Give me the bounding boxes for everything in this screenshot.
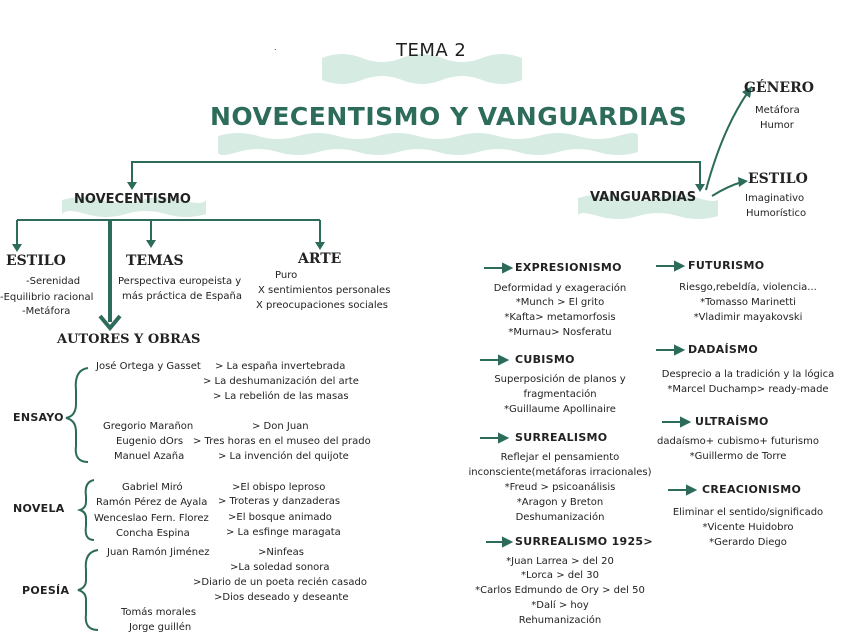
movement-item: Desprecio a la tradición y la lógica — [661, 369, 835, 380]
vang-estilo-item: Imaginativo — [745, 193, 805, 204]
title-wave-band — [218, 133, 638, 155]
movement-surrealismo-1925: SURREALISMO 1925> — [515, 535, 653, 548]
arte-item: Puro — [275, 270, 298, 281]
vang-estilo-item: Humorístico — [746, 208, 807, 219]
author: Eugenio dOrs — [116, 436, 184, 447]
movement-item: *Juan Larrea > del 20 — [506, 556, 614, 567]
movement-item: Superposición de planos y — [494, 374, 626, 385]
novela-label: NOVELA — [13, 502, 65, 515]
arte-item: X preocupaciones sociales — [256, 300, 388, 311]
work: > La rebelión de las masas — [213, 391, 349, 402]
page-title: NOVECENTISMO Y VANGUARDIAS — [210, 102, 688, 131]
work: >Dios deseado y deseante — [214, 592, 349, 603]
work: > La esfinge maragata — [226, 527, 341, 538]
movement-item: *Gerardo Diego — [709, 537, 787, 548]
movement-item: Eliminar el sentido/significado — [672, 507, 824, 518]
estilo-item: -Equilibrio racional — [0, 292, 94, 303]
movement-item: *Munch > El grito — [515, 297, 605, 308]
author: Wenceslao Fern. Florez — [94, 513, 209, 524]
poesia-label: POESÍA — [22, 584, 70, 597]
work: > La españa invertebrada — [215, 361, 346, 372]
movement-expresionismo: EXPRESIONISMO — [515, 261, 622, 274]
work: > Troteras y danzaderas — [218, 496, 341, 507]
movement-item: Deformidad y exageración — [493, 283, 627, 294]
movement-item: fragmentación — [523, 389, 597, 400]
author: José Ortega y Gasset — [96, 361, 201, 372]
ensayo-brace — [66, 368, 88, 462]
movement-item: *Aragon y Breton — [516, 497, 604, 508]
work: > Don Juan — [252, 421, 309, 432]
movement-item: Riesgo,rebeldía, violencia... — [679, 282, 817, 293]
work: >El bosque animado — [228, 512, 332, 523]
movement-item: *Vladimir mayakovski — [693, 312, 803, 323]
genero-item: Humor — [760, 120, 794, 131]
movement-creacionismo: CREACIONISMO — [702, 483, 802, 496]
movement-cubismo: CUBISMO — [515, 353, 575, 366]
movement-item: dadaísmo+ cubismo+ futurismo — [656, 436, 820, 447]
movement-item: *Freud > psicoanálisis — [504, 482, 616, 493]
movement-item: *Lorca > del 30 — [521, 570, 599, 581]
author: Gabriel Miró — [122, 482, 183, 493]
movement-dadaismo: DADAÍSMO — [688, 343, 759, 356]
work: >Diario de un poeta recién casado — [193, 577, 367, 588]
author: Gregorio Marañon — [103, 421, 194, 432]
author: Jorge guillén — [129, 622, 192, 633]
movement-surrealismo: SURREALISMO — [515, 431, 608, 444]
movement-item: *Guillermo de Torre — [689, 451, 787, 462]
author: Manuel Azaña — [114, 451, 185, 462]
vanguardias-estilo-title: ESTILO — [748, 171, 808, 187]
movement-item: *Murnau> Nosferatu — [508, 327, 612, 338]
movement-item: Reflejar el pensamiento — [500, 452, 620, 463]
work: >La soledad sonora — [230, 562, 330, 573]
temas-item: más práctica de España — [122, 291, 242, 302]
novecentismo-arte-title: ARTE — [298, 251, 342, 267]
work: > Tres horas en el museo del prado — [193, 436, 371, 447]
genero-title: GÉNERO — [744, 80, 814, 96]
movement-item: *Dalí > hoy — [531, 600, 589, 611]
work: > La deshumanización del arte — [203, 376, 359, 387]
author: Concha Espina — [116, 528, 190, 539]
work: >El obispo leproso — [232, 482, 326, 493]
movement-item: *Vicente Huidobro — [702, 522, 794, 533]
author: Tomás morales — [121, 607, 197, 618]
vanguardias-node: VANGUARDIAS — [590, 190, 697, 205]
arte-item: X sentimientos personales — [258, 285, 391, 296]
movement-item: Rehumanización — [518, 615, 602, 626]
estilo-item: -Serenidad — [26, 276, 81, 287]
genero-item: Metáfora — [755, 105, 800, 116]
movement-item: *Marcel Duchamp> ready-made — [667, 384, 829, 395]
movement-item: *Tomasso Marinetti — [700, 297, 796, 308]
author: Juan Ramón Jiménez — [107, 547, 210, 558]
work: > La invención del quijote — [218, 451, 349, 462]
autores-title: AUTORES Y OBRAS — [57, 332, 201, 347]
movement-futurismo: FUTURISMO — [688, 259, 765, 272]
movement-item: *Guillaume Apollinaire — [504, 404, 616, 415]
movement-item: Deshumanización — [515, 512, 605, 523]
poesia-brace — [78, 550, 98, 630]
novecentismo-node: NOVECENTISMO — [74, 192, 191, 207]
tema-label: TEMA 2 — [396, 40, 467, 61]
novecentismo-temas-title: TEMAS — [126, 253, 184, 269]
work: >Ninfeas — [258, 547, 304, 558]
stray-dot: . — [274, 43, 277, 52]
author: Ramón Pérez de Ayala — [96, 497, 208, 508]
estilo-item: -Metáfora — [22, 306, 71, 317]
novela-brace — [80, 480, 94, 540]
novecentismo-estilo-title: ESTILO — [6, 253, 66, 269]
temas-item: Perspectiva europeista y — [118, 276, 242, 287]
movement-ultraismo: ULTRAÍSMO — [695, 415, 769, 428]
movement-item: *Kafta> metamorfosis — [504, 312, 616, 323]
movement-item: *Carlos Edmundo de Ory > del 50 — [475, 585, 645, 596]
movement-item: inconsciente(metáforas irracionales) — [468, 467, 652, 478]
ensayo-label: ENSAYO — [13, 411, 64, 424]
